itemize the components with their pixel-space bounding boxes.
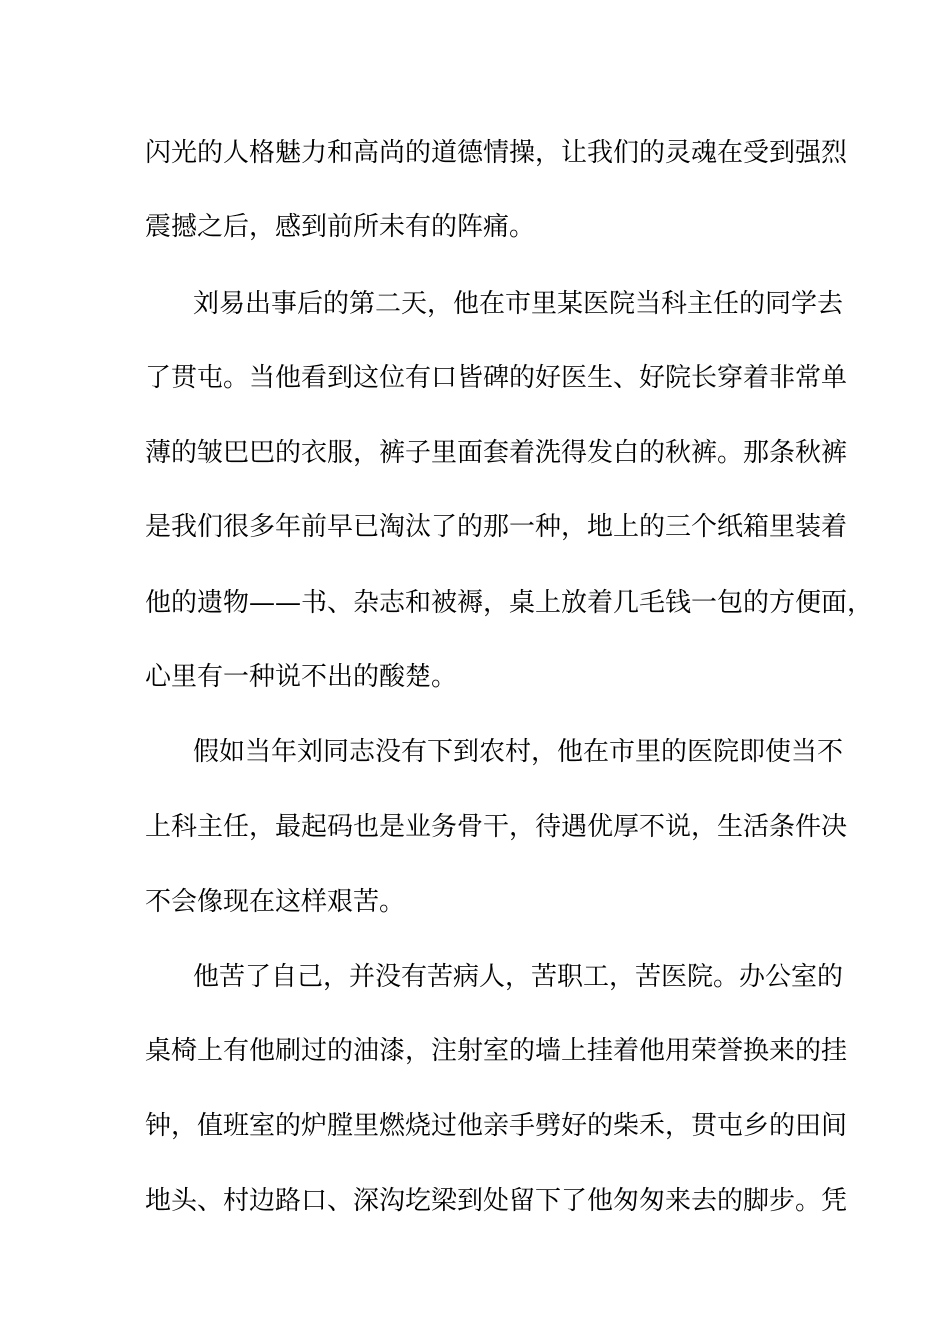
text-line: 地头、村边路口、深沟圪梁到处留下了他匆匆来去的脚步。凭	[145, 1186, 848, 1216]
text-line: 钟，值班室的炉膛里燃烧过他亲手劈好的柴禾，贯屯乡的田间	[145, 1111, 848, 1141]
text-line: 薄的皱巴巴的衣服，裤子里面套着洗得发白的秋裤。那条秋裤	[145, 438, 848, 468]
text-line: 了贯屯。当他看到这位有口皆碑的好医生、好院长穿着非常单	[145, 363, 848, 393]
paragraph-start-line: 他苦了自己，并没有苦病人，苦职工，苦医院。办公室的	[193, 962, 844, 992]
text-line: 上科主任，最起码也是业务骨干，待遇优厚不说，生活条件决	[145, 812, 848, 842]
text-line: 桌椅上有他刷过的油漆，注射室的墙上挂着他用荣誉换来的挂	[145, 1036, 848, 1066]
text-line: 不会像现在这样艰苦。	[145, 887, 406, 917]
text-line: 心里有一种说不出的酸楚。	[145, 662, 458, 692]
text-line: 震撼之后，感到前所未有的阵痛。	[145, 212, 536, 242]
text-line: 是我们很多年前早已淘汰了的那一种，地上的三个纸箱里装着	[145, 512, 848, 542]
text-line: 闪光的人格魅力和高尚的道德情操，让我们的灵魂在受到强烈	[145, 138, 848, 168]
paragraph-start-line: 假如当年刘同志没有下到农村，他在市里的医院即使当不	[193, 737, 844, 767]
paragraph-start-line: 刘易出事后的第二天，他在市里某医院当科主任的同学去	[193, 289, 844, 319]
text-line: 他的遗物——书、杂志和被褥，桌上放着几毛钱一包的方便面，	[145, 588, 874, 618]
